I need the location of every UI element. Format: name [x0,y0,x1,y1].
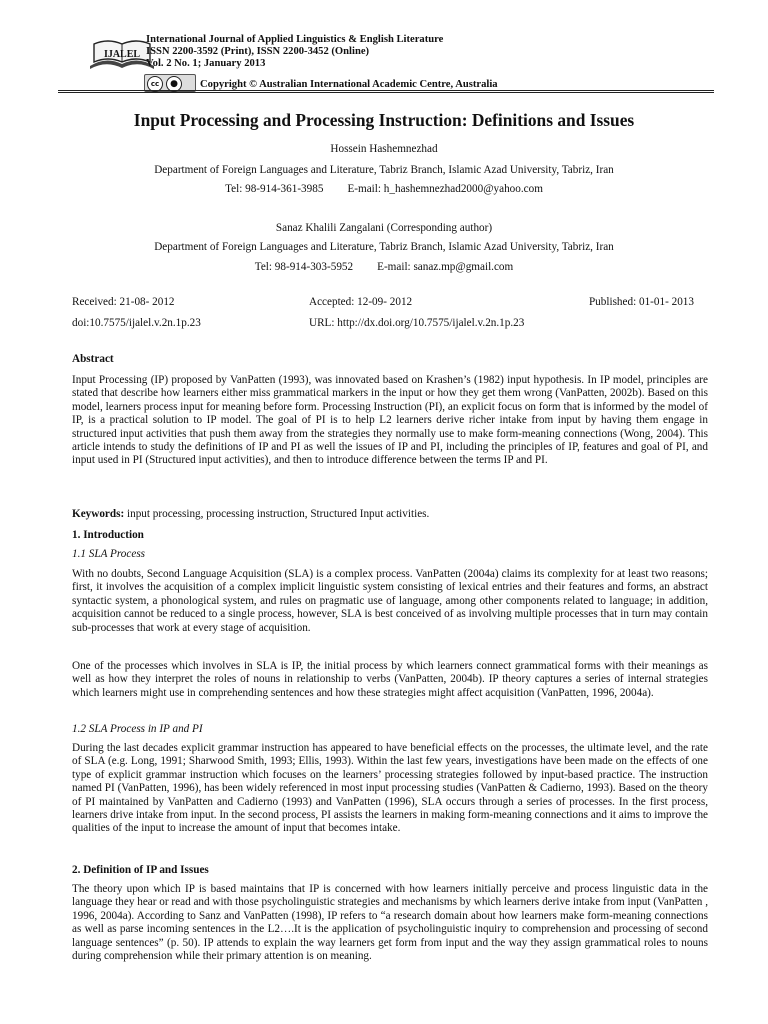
article-url[interactable]: URL: http://dx.doi.org/10.7575/ijalel.v.2n.1p.23 [309,317,525,329]
author-tel: Tel: 98-914-361-3985 [225,183,324,195]
logo-text: IJALEL [103,49,141,60]
author-tel: Tel: 98-914-303-5952 [254,261,354,273]
abstract-heading: Abstract [72,353,114,365]
keywords-label: Keywords: [72,508,125,520]
article-title: Input Processing and Processing Instruction: Definitions and Issues [133,110,635,130]
paragraph: During the last decades explicit grammar instruction has appeared to have beneficial effects on the processes, the ultimate level, and the rate of SLA (e.g. Long, 1991; Sharwood Smith, 1993; Ellis, 1993). Within the last few years, investigations have been made on the effects of one type of explicit grammar instruction which focuses on the learners’ processing strategies followed by input-based practice. The instruction named PI (VanPatten, 1996), has been widely referenced in most input processing studies (VanPatten & Cadierno, 1993). Based on the theory of PI maintained by VanPatten and Cadierno (1993) and VanPatten (1996), SLA occurs through a series of processes. In the first process, learners drive intake from input. In the second process, PI assists the learners in making form-meaning connections and it aims to improve the qualities of the input to increase the amount of input that becomes intake. [72,742,708,835]
author-contact [0,260,768,274]
author-email[interactable]: E-mail: sanaz.mp@gmail.com [377,261,514,273]
abstract-text: Input Processing (IP) proposed by VanPatten (1993), was innovated based on Krashen’s (1982) input hypothesis. In IP model, principles are stated that describe how learners either miss grammatical markers in the input or how they get them wrong (VanPatten, 2002b). Based on this model, learners process input for meaning before form. Processing Instruction (PI), an explicit focus on form that is informed by the model of IP, is a practical solution to IP model. The goal of PI is to help L2 learners derive richer intake from input by having them engage in structured input activities that push them away from the strategies they normally use to make form-meaning connections (Wong, 2004). This article intends to study the definitions of IP and PI as well the issues of IP and PI, including the principles of IP, features and goal of PI, and input used in PI (Structured input activities), and then to introduce difference between the terms IP and PI. [72,374,708,467]
section-heading: 2. Definition of IP and Issues [72,864,209,876]
keywords [72,508,708,521]
journal-header [58,22,714,94]
journal-name: International Journal of Applied Linguistics & English Literature [146,34,444,45]
author-affiliation: Department of Foreign Languages and Literature, Tabriz Branch, Islamic Azad University, Tabriz, Iran [154,241,614,253]
author-name: Hossein Hashemnezhad [330,143,438,155]
author-email[interactable]: E-mail: h_hashemnezhad2000@yahoo.com [347,183,543,195]
subsection-heading: 1.2 SLA Process in IP and PI [72,723,203,735]
author-contact [0,182,768,196]
header-rule-secondary [58,92,714,93]
author-affiliation: Department of Foreign Languages and Literature, Tabriz Branch, Islamic Azad University, Tabriz, Iran [154,164,614,176]
published-date: Published: 01-01- 2013 [588,296,694,308]
cc-icon: cc [147,76,163,92]
paragraph: One of the processes which involves in SLA is IP, the initial process by which learners connect grammatical forms with their meanings as well as how they interpret the roles of nouns in relationship to verbs (VanPatten, 2004b). IP theory captures a series of internal strategies which learners might use in comprehending sentences and how these strategies might affect acquisition (VanPatten, 1996, 2004a). [72,660,708,699]
doi[interactable]: doi:10.7575/ijalel.v.2n.1p.23 [72,317,201,329]
accepted-date: Accepted: 12-09- 2012 [309,296,413,308]
copyright-line: Copyright © Australian International Academic Centre, Australia [200,79,498,90]
section-heading: 1. Introduction [72,529,144,541]
subsection-heading: 1.1 SLA Process [72,548,146,560]
received-date: Received: 21-08- 2012 [72,296,175,308]
journal-volume: Vol. 2 No. 1; January 2013 [146,58,266,69]
journal-issn: ISSN 2200-3592 (Print), ISSN 2200-3452 (Online) [146,46,370,57]
author-name: Sanaz Khalili Zangalani (Corresponding author) [275,222,493,234]
header-rule [58,90,714,91]
attribution-icon: ● [166,76,182,92]
keywords-text: input processing, processing instruction, Structured Input activities. [127,508,430,520]
paragraph: With no doubts, Second Language Acquisition (SLA) is a complex process. VanPatten (2004a) claims its complexity for at least two reasons; first, it involves the acquisition of a complex implicit linguistic system consisting of lexical entries and their features and forms, an abstract syntactic system, a phonological system, and rules on pragmatic use of language, among other components related to language; in addition, acquisition cannot be reduced to a single process, however, SLA is best conceived of as involving multiple processes that in turn may contain sub-processes that work at every stage of acquisition. [72,568,708,634]
paragraph: The theory upon which IP is based maintains that IP is concerned with how learners initially perceive and process linguistic data in the language they hear or read and with those psycholinguistic strategies and mechanisms by which learners derive intake from input (VanPatten , 1996, 2004a). According to Sanz and VanPatten (1998), IP refers to “a research domain about how learners make form-meaning connections as well as parse incoming sentences in the L2….It is the application of psycholinguistic inquiry to comprehension and processing of second language sentences” (p. 50). IP attends to explain the way learners get form from input and the way they assign grammatical roles to nouns during comprehension while their primary attention is on meaning. [72,883,708,963]
